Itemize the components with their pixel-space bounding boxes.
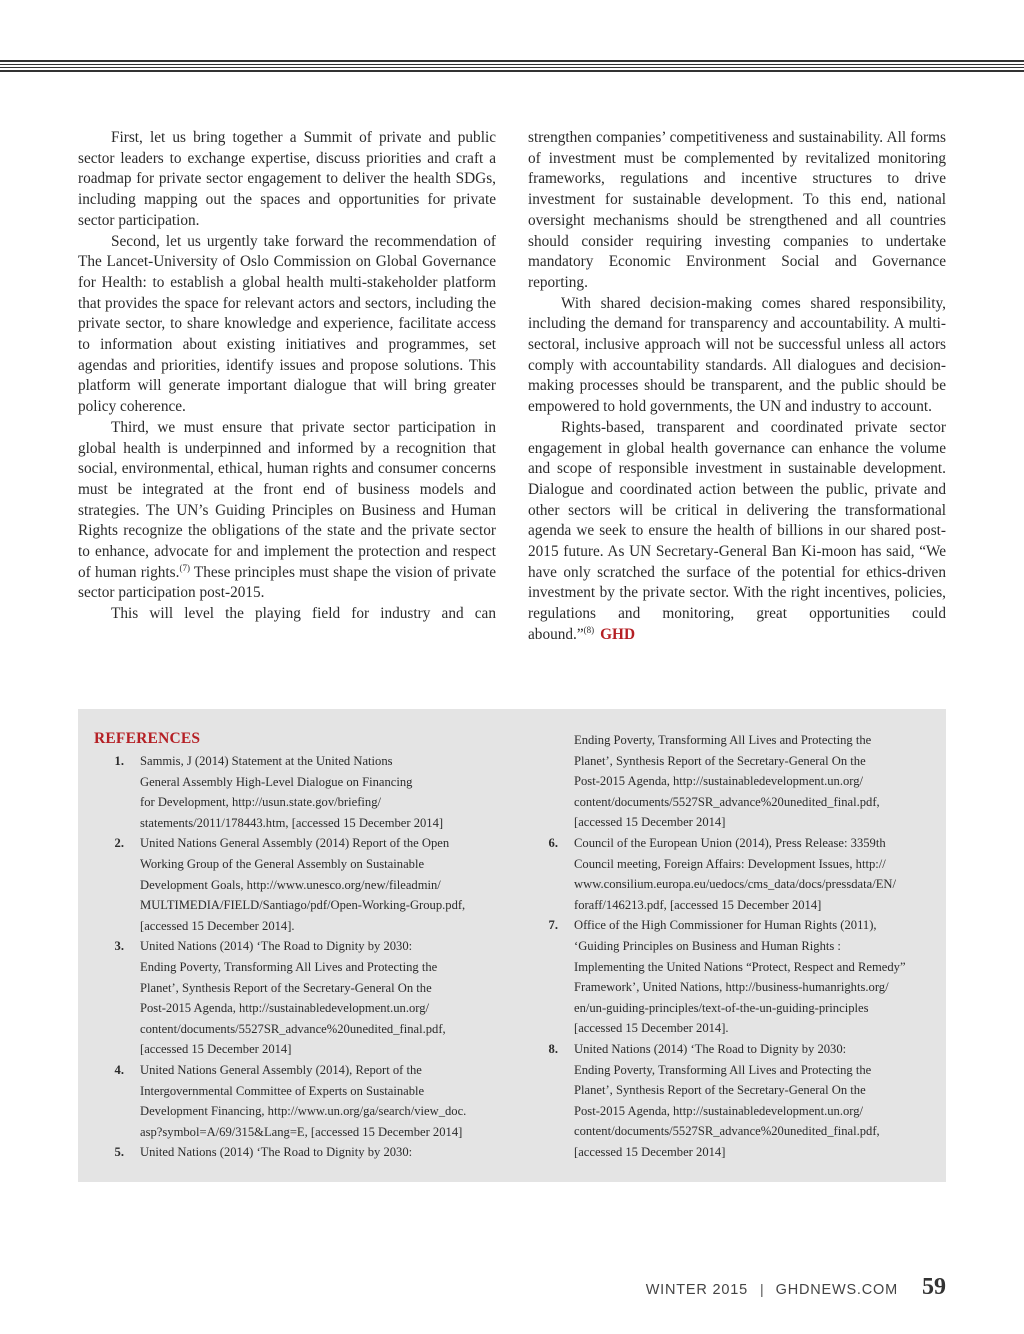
reference-number: 4. (114, 1062, 124, 1077)
page-footer (646, 1274, 946, 1301)
references-box (78, 709, 946, 1182)
reference-text: Sammis, J (2014) Statement at the United Nations General Assembly High-Level Dialogue on Financing for Development, http://usun.state.gov/briefing/ statements/2011/178443.htm, [accessed 15 December 2014] (140, 754, 444, 830)
reference-item (528, 915, 938, 1039)
reference-text: United Nations General Assembly (2014), Report of the Intergovernmental Committee of Experts on Sustainable Development Financing, http://www.un.org/ga/search/view_doc. asp?symbol=A/69/315&Lang=E, [accessed 15 December 2014] (140, 1062, 467, 1139)
reference-text: Ending Poverty, Transforming All Lives and Protecting the Planet’, Synthesis Report of the Secretary-General On the Post-2015 Agenda, http://sustainabledevelopment.un.org/ content/documents/5527SR_advance%20unedited_final.pdf, [accessed 15 December 2014] (574, 733, 880, 830)
footer-separator: | (759, 1281, 764, 1297)
reference-text: Office of the High Commissioner for Human Rights (2011), ‘Guiding Principles on Business and Human Rights : Implementing the United Nations “Protect, Respect and Remedy” Framework’, United Nations, http://business-humanrights.org/ en/un-guiding-principles/text-of-the-un-guiding-principles [accessed 15 December 2014]. (574, 918, 906, 1036)
article-left-column (78, 128, 496, 625)
reference-text: United Nations General Assembly (2014) Report of the Open Working Group of the General Assembly on Sustainable Development Goals, http://www.unesco.org/new/fileadmin/ MULTIMEDIA/FIELD/Santiago/pdf/Open-Working-Group.pdf, [accessed 15 December 2014]. (140, 836, 466, 933)
reference-item-continued (528, 730, 938, 833)
end-mark: GHD (600, 625, 635, 643)
paragraph-text: Rights-based, transparent and coordinated private sector engagement in global health governance can enhance the volume and scope of responsible investment in sustainable development. Dialogue and coordinated action between the public, private and other sectors will be critical in delivering the transformational agenda we seek to ensure the health of billions in our shared post-2015 future. As UN Secretary-General Ban Ki-moon has said, “We have only scratched the surface of the potential for ethics-driven investment by the private sector. With the right incentives, policies, regulations and monitoring, great opportunities could abound.” (528, 418, 946, 643)
reference-number: 5. (114, 1145, 124, 1160)
references-title: REFERENCES (94, 730, 201, 747)
paragraph-text: Third, we must ensure that private sector participation in global health is underpinned and informed by a recognition that social, environmental, ethical, human rights and consumer concerns must be integrated at the front end of business models and strategies. The UN’s Guiding Principles on Business and Human Rights recognize the obligations of the state and the private sector to enhance, advocate for and implement the protection and respect of human rights. (78, 418, 496, 581)
reference-item (94, 936, 504, 1060)
reference-number: 8. (548, 1041, 558, 1056)
reference-text: United Nations (2014) ‘The Road to Dignity by 2030: Ending Poverty, Transforming All Lives and Protecting the Planet’, Synthesis Report of the Secretary-General On the Post-2015 Agenda, http://sustainabledevelopment.un.org/ content/documents/5527SR_advance%20unedited_final.pdf, [accessed 15 December 2014] (574, 1041, 880, 1159)
paragraph: First, let us bring together a Summit of private and public sector leaders to exchange expertise, discuss priorities and craft a roadmap for private sector engagement to deliver the health SDGs, including mapping out the spaces and opportunities for private sector participation. (78, 129, 496, 229)
reference-item (94, 1142, 504, 1163)
page-number: 59 (922, 1274, 946, 1300)
reference-text: United Nations (2014) ‘The Road to Dignity by 2030: Ending Poverty, Transforming All Lives and Protecting the Planet’, Synthesis Report of the Secretary-General On the Post-2015 Agenda, http://sustainabledevelopment.un.org/ content/documents/5527SR_advance%20unedited_final.pdf, [accessed 15 December 2014] (140, 939, 446, 1057)
paragraph: This will level the playing field for industry and can (111, 605, 496, 623)
issue-label: WINTER 2015 (645, 1282, 748, 1298)
reference-number: 6. (548, 835, 558, 850)
article-right-column (528, 128, 946, 646)
reference-number: 3. (114, 939, 124, 954)
paragraph: Second, let us urgently take forward the recommendation of The Lancet-University of Oslo Commission on Global Governance for Health: to establish a global health multi-stakeholder platform that provides the space for relevant actors and sectors, including the private sector, to share knowledge and experience, facilitate access to information about existing initiatives and programmes, set agendas and priorities, identify issues and propose solutions. This platform will generate important dialogue that will bring greater policy coherence. (78, 232, 496, 416)
footnote-ref: (8) (583, 624, 595, 635)
reference-number: 1. (114, 754, 124, 768)
reference-item (528, 1039, 938, 1163)
references-left-column (94, 751, 504, 1163)
reference-number: 7. (548, 918, 558, 933)
reference-item (94, 1060, 504, 1142)
reference-item (94, 751, 504, 833)
paragraph-text: These principles must shape the vision of private sector participation post-2015. (78, 563, 496, 602)
references-right-column (528, 730, 938, 1162)
paragraph: With shared decision-making comes shared responsibility, including the demand for transparency and accountability. A multi-sectoral, inclusive approach will not be successful unless all actors comply with accountability standards. All dialogues and decision-making processes should be transparent, and the public should be empowered to hold governments, the UN and industry to account. (528, 294, 946, 416)
header-rules (0, 60, 1024, 74)
paragraph: strengthen companies’ competitiveness and sustainability. All forms of investment must be complemented by revitalized monitoring frameworks, regulations and incentive structures to drive investment for sustainable development. To this end, national oversight mechanisms should be strengthened and all countries should consider requiring investing companies to undertake mandatory Economic Environment Social and Governance reporting. (528, 129, 946, 291)
footnote-ref: (7) (179, 562, 190, 573)
reference-text: Council of the European Union (2014), Press Release: 3359th Council meeting, Foreign Affairs: Development Issues, http:// www.consilium.europa.eu/uedocs/cms_data/docs/pressdata/EN/ foraff/146213.pdf, [accessed 15 December 2014] (574, 835, 896, 912)
paragraph (528, 418, 946, 646)
reference-item (528, 833, 938, 915)
reference-item (94, 833, 504, 936)
reference-number: 2. (114, 836, 124, 851)
website-label: GHDNEWS.COM (775, 1282, 898, 1298)
reference-text: United Nations (2014) ‘The Road to Dignity by 2030: (140, 1145, 413, 1160)
paragraph (78, 418, 496, 604)
